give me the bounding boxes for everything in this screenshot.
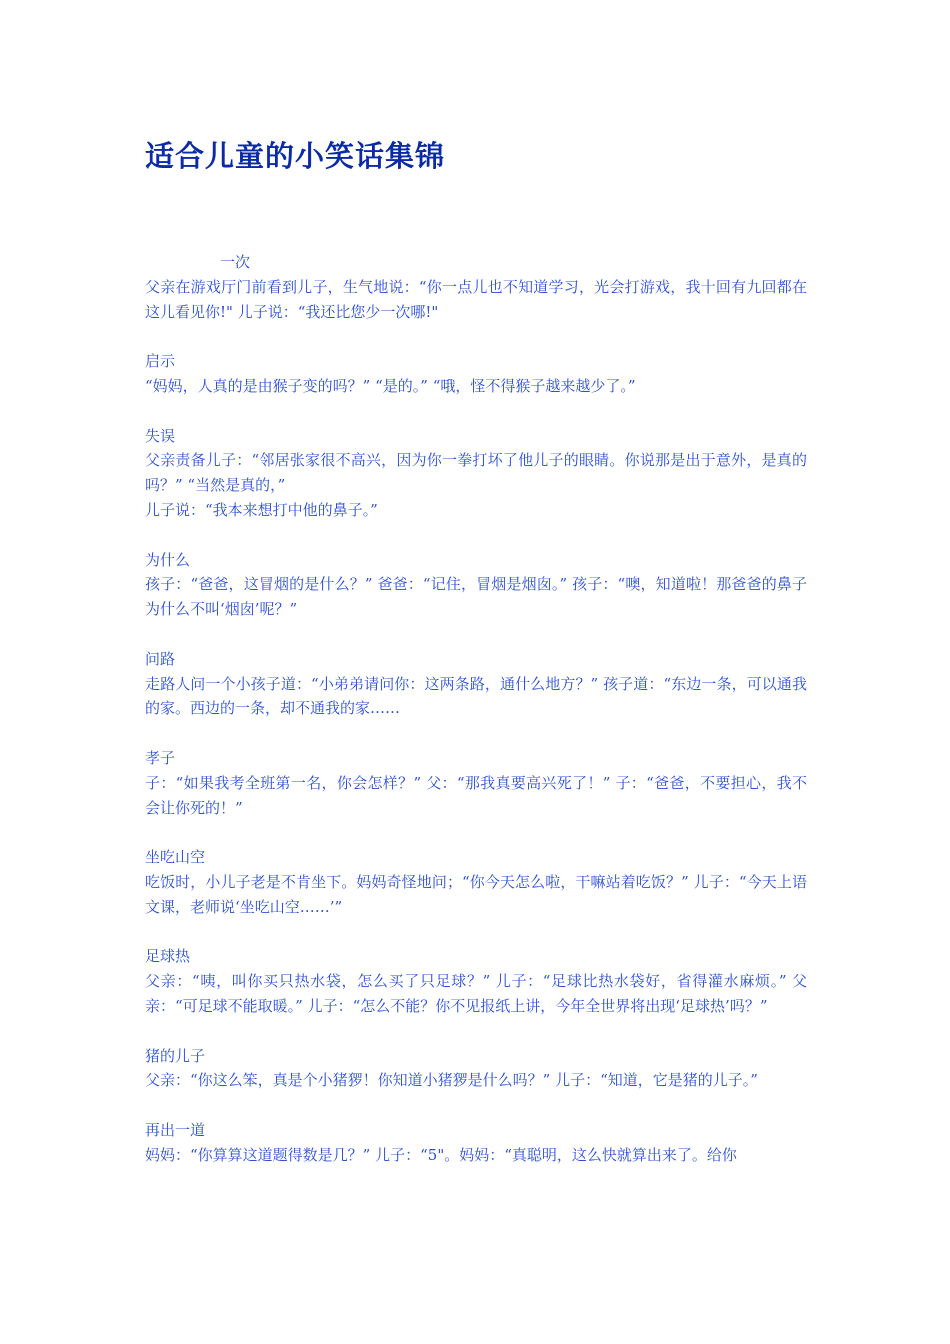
- joke-list: [145, 250, 807, 1192]
- joke-body: 父亲：“咦，叫你买只热水袋，怎么买了只足球？” 儿子：“足球比热水袋好，省得灌水麻烦。” 父亲：“可足球不能取暖。” 儿子：“怎么不能？你不见报纸上讲，今年全世界将出现‘足球热’吗？”: [145, 972, 807, 1015]
- joke-title: 再出一道: [145, 1120, 206, 1139]
- joke-title: 坐吃山空: [145, 848, 206, 867]
- joke-body: 孩子：“爸爸，这冒烟的是什么？” 爸爸：“记住，冒烟是烟囱。” 孩子：“噢，知道啦！那爸爸的鼻子为什么不叫‘烟囱’呢？”: [145, 575, 807, 619]
- joke-why: [145, 548, 807, 622]
- joke-filial-son: [145, 746, 807, 820]
- page-title: 适合儿童的小笑话集锦: [145, 139, 446, 173]
- joke-body: 走路人问一个小孩子道：“小弟弟请问你：这两条路，通什么地方？” 孩子道：“东边一条，可以通我的家。西边的一条，却不通我的家……: [145, 674, 807, 718]
- joke-football-fever: [145, 944, 807, 1018]
- joke-title: 为什么: [145, 550, 191, 569]
- joke-once: [145, 250, 807, 324]
- joke-body: 父亲责备儿子：“邻居张家很不高兴，因为你一拳打坏了他儿子的眼睛。你说那是出于意外，是真的吗？” “当然是真的，”: [145, 451, 807, 495]
- joke-revelation: [145, 349, 807, 399]
- joke-asking-way: [145, 647, 807, 721]
- joke-body: 妈妈：“你算算这道题得数是几？” 儿子：“5"。妈妈：“真聪明，这么快就算出来了。给你: [145, 1145, 737, 1164]
- joke-body: 吃饭时，小儿子老是不肯坐下。妈妈奇怪地问；“你今天怎么啦，干嘛站着吃饭？” 儿子：“今天上语文课，老师说‘坐吃山空……’”: [145, 872, 807, 916]
- joke-mistake: [145, 424, 807, 523]
- joke-title: 失误: [145, 426, 176, 445]
- joke-pig-son: [145, 1044, 807, 1094]
- joke-another-one: [145, 1118, 807, 1168]
- joke-title: 孝子: [145, 748, 176, 767]
- joke-body: “妈妈，人真的是由猴子变的吗？” “是的。” “哦，怪不得猴子越来越少了。”: [145, 376, 636, 395]
- joke-body: 儿子说：“我本来想打中他的鼻子。”: [145, 500, 378, 519]
- joke-body: 父亲在游戏厅门前看到儿子，生气地说：“你一点儿也不知道学习，光会打游戏，我十回有九回都在这儿看见你!" 儿子说：“我还比您少一次哪!": [145, 277, 807, 321]
- joke-title: 一次: [220, 253, 251, 271]
- joke-body: 父亲：“你这么笨，真是个小猪猡！你知道小猪猡是什么吗？” 儿子：“知道，它是猪的儿子。”: [145, 1071, 758, 1090]
- joke-idle-eating: [145, 845, 807, 919]
- joke-body: 子：“如果我考全班第一名，你会怎样？” 父：“那我真要高兴死了！” 子：“爸爸，不要担心，我不会让你死的！”: [145, 773, 807, 817]
- joke-title: 问路: [145, 649, 176, 668]
- joke-title: 足球热: [145, 947, 191, 966]
- joke-title: 启示: [145, 352, 176, 371]
- joke-title: 猪的儿子: [145, 1046, 206, 1065]
